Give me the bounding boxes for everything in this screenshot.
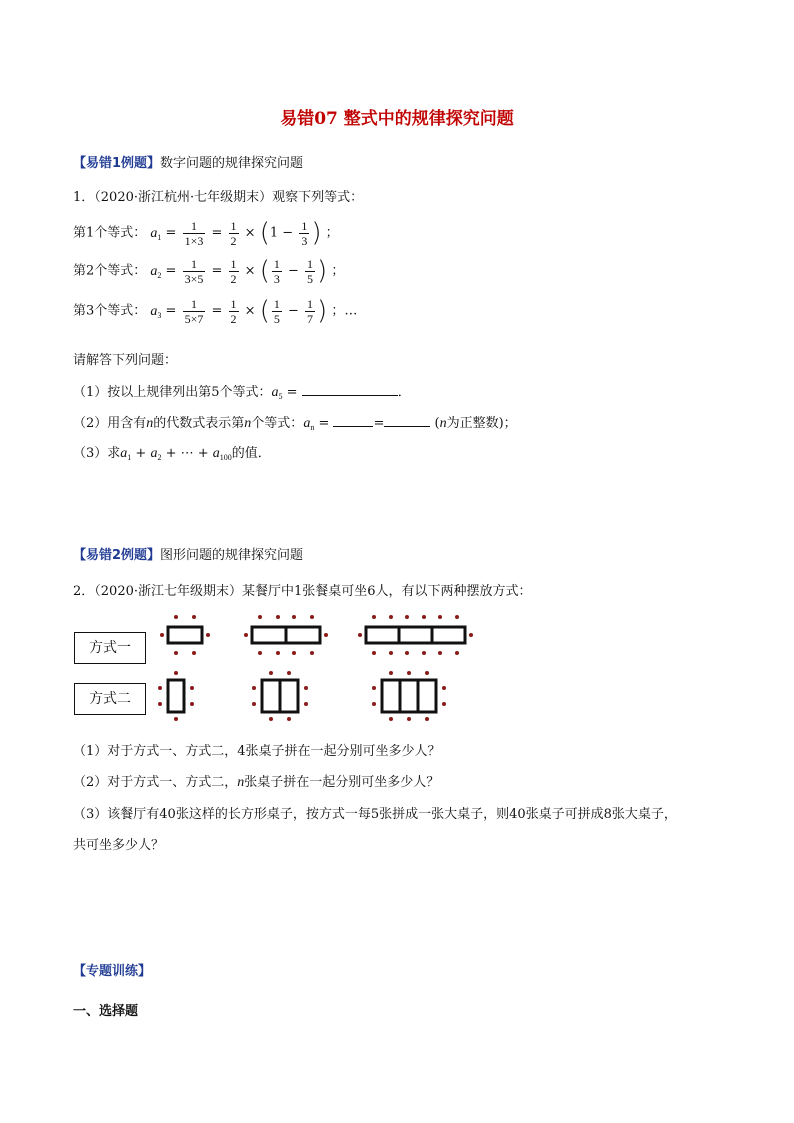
question2-sub2: （2）对于方式一、方式二，n张桌子拼在一起分别可坐多少人？ [73,775,440,790]
equation-prefix: 第1个等式： [73,225,147,241]
section-choice-heading: 一、选择题 [73,1004,139,1019]
question-number: 1． [73,190,95,205]
fraction: $\frac{1}{5}$ [307,256,314,286]
question2-sub1: （1）对于方式一、方式二，4张桌子拼在一起分别可坐多少人？ [73,744,441,759]
fraction: $\frac{1}{3}$ [301,218,308,248]
fraction: $\frac{1}{3\times 5}$ [184,256,204,286]
seat-dots [160,615,473,655]
example1-heading [73,152,303,171]
way2-diagrams [150,668,470,724]
fraction: $\frac{1}{5}$ [273,296,280,326]
equation-variable: $a_2$ [150,263,162,280]
fraction: $\frac{1}{3}$ [273,256,280,286]
example2-tag: 【易错2例题】 [73,548,161,563]
equation-prefix: 第2个等式： [73,263,147,279]
fraction: $\frac{1}{7}$ [307,296,314,326]
answer-blank[interactable] [333,414,373,427]
training-heading: 【专题训练】 [73,964,152,979]
table-rect [382,680,436,712]
question1-stem [73,186,363,205]
question2-sub3-line2: 共可坐多少人？ [73,838,165,853]
equation-3: 第3个等式： $a_3$ = $\frac{1}{5\times 7}$ = $\frac{1}{2}$ × ( $\frac{1}{5}$ − $\frac{1}{7}$ ) ；… [73,296,358,326]
equation-prefix: 第3个等式： [73,303,147,319]
question1-ask: 请解答下列问题： [73,353,178,368]
example2-heading [73,544,303,563]
table-rect [168,627,202,643]
question1-sub3: （3）求$a_1 + a_2$ + ⋯ + $a_{100}$的值． [73,446,271,462]
example1-tag: 【易错1例题】 [73,156,161,171]
question1-sub1: （1）按以上规律列出第5个等式：$a_5$ = ． [73,385,411,401]
table-rect [168,680,184,712]
question-text: 观察下列等式： [272,190,364,205]
equation-variable: $a_1$ [150,225,162,242]
example2-tag-text: 图形问题的规律探究问题 [160,548,304,563]
page-title: 易错07 整式中的规律探究问题 [280,109,514,129]
label-way2: 方式二 [74,683,146,715]
equation-1: 第1个等式： $a_1$ = $\frac{1}{1\times 3}$ = $\frac{1}{2}$ × (1 − $\frac{1}{3}$ ) ； [73,218,339,248]
example1-tag-text: 数字问题的规律探究问题 [160,156,304,171]
answer-blank[interactable] [384,414,430,427]
equation-2: 第2个等式： $a_2$ = $\frac{1}{3\times 5}$ = $\frac{1}{2}$ × ( $\frac{1}{3}$ − $\frac{1}{5}$ ) ； [73,256,345,286]
question-source: （2020·浙江杭州·七年级期末） [94,190,273,205]
way1-diagrams [150,610,490,660]
fraction: $\frac{1}{1\times 3}$ [184,218,204,248]
answer-blank[interactable] [302,383,398,396]
label-way1: 方式一 [74,632,146,664]
equation-variable: $a_3$ [150,303,162,320]
question1-sub2: （2）用含有n的代数式表示第n个等式：$a_n$ = = (n为正整数)； [73,416,517,432]
fraction: $\frac{1}{5\times 7}$ [184,296,204,326]
fraction-half: $\frac{1}{2}$ [230,218,237,248]
fraction-half: $\frac{1}{2}$ [230,256,237,286]
question2-stem: 2．（2020·浙江七年级期末）某餐厅中1张餐桌可坐6人，有以下两种摆放方式： [73,584,532,599]
question2-sub3-line1: （3）该餐厅有40张这样的长方形桌子，按方式一每5张拼成一张大桌子，则40张桌子可拼成8张大桌子， [73,807,677,822]
fraction-half: $\frac{1}{2}$ [230,296,237,326]
table-rect [366,627,465,643]
